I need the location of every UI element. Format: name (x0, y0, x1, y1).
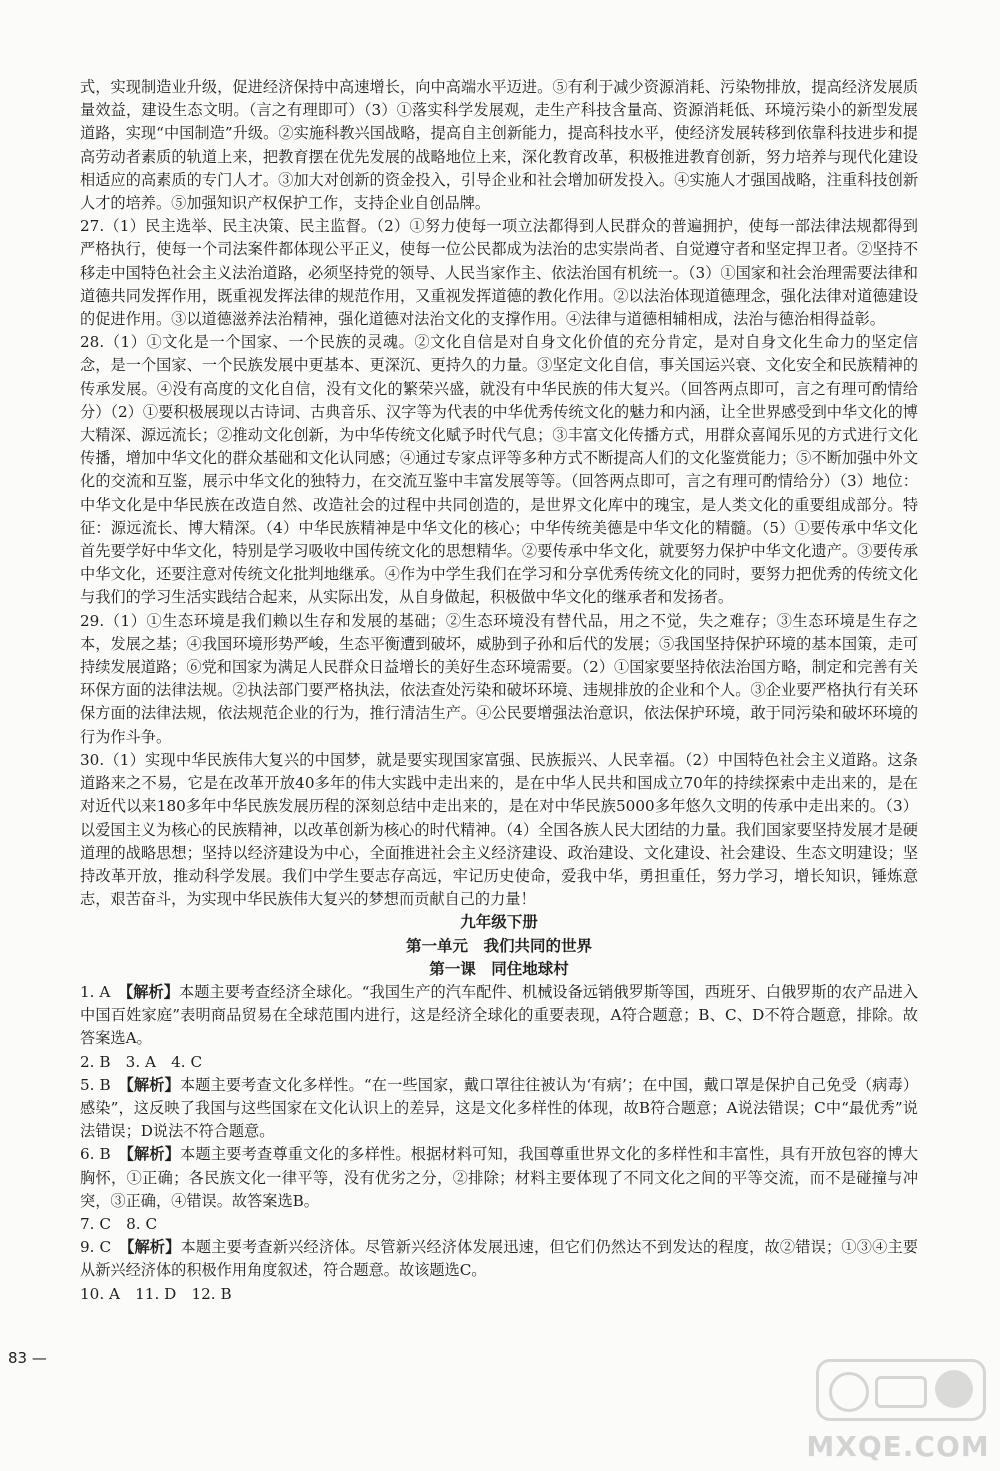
analysis-tag: 【解析】 (126, 1145, 181, 1164)
answer-paragraph (80, 1143, 918, 1213)
section-heading (80, 958, 918, 981)
paragraph-text: 30.（1）实现中华民族伟大复兴的中国梦，就是要实现国家富强、民族振兴、人民幸福。（2）中国特色社会主义道路。这条道路来之不易，它是在改革开放40多年的伟大实践中走出来的，是在中华人民共和国成立70年的持续探索中走出来的，是在对近代以来180多年中华民族发展历程的深刻总结中走出来的，是在对中华民族5000多年悠久文明的传承中走出来的。（3）以爱国主义为核心的民族精神，以改革创新为核心的时代精神。（4）全国各族人民大团结的力量。我们国家要坚持发展才是硬道理的战略思想；坚持以经济建设为中心，全面推进社会主义经济建设、政治建设、文化建设、社会建设、生态文明建设；坚持改革开放，推动科学发展。我们中学生要志存高远，牢记历史使命，爱我中华，勇担重任，努力学习，增长知识，锤炼意志，艰苦奋斗，为实现中华民族伟大复兴的梦想而贡献自己的力量！ (80, 750, 918, 909)
analysis-tag: 【解析】 (126, 1075, 180, 1094)
answer-paragraph (80, 1283, 918, 1306)
paragraph-text: 10. A 11. D 12. B (80, 1284, 232, 1303)
answer-paragraph (80, 1236, 918, 1282)
heading-text: 九年级下册 (460, 913, 538, 932)
section-heading (80, 911, 918, 934)
paragraph-text: 7. C 8. C (80, 1214, 158, 1233)
paragraph-text: 本题主要考查尊重文化的多样性。根据材料可知，我国尊重世界文化的多样性和丰富性，具有开放包容的博大胸怀，①正确；各民族文化一律平等，没有优劣之分，②排除；材料主要体现了不同文化之间的平等交流，而不是碰撞与冲突，③正确，④错误。故答案选B。 (80, 1145, 919, 1210)
answer-number: 9. C (80, 1238, 112, 1257)
paragraph-text: 本题主要考查经济全球化。“我国生产的汽车配件、机械设备远销俄罗斯等国，西班牙、白俄罗斯的农产品进入中国百姓家庭”表明商品贸易在全球范围内进行，这是经济全球化的重要表现，A符合题意；B、C、D不符合题意，排除。故答案选A。 (80, 982, 919, 1048)
answer-number: 1. A (80, 982, 111, 1001)
paragraph-text: 28.（1）①文化是一个国家、一个民族的灵魂。②文化自信是对自身文化价值的充分肯定，是对自身文化生命力的坚定信念，是一个国家、一个民族发展中更基本、更深沉、更持久的力量。③坚定文化自信，事关国运兴衰、文化安全和民族精神的传承发展。④没有高度的文化自信，没有文化的繁荣兴盛，就没有中华民族的伟大复兴。（回答两点即可，言之有理可酌情给分）（2）①要积极展现以古诗词、古典音乐、汉字等为代表的中华优秀传统文化的魅力和内涵，让全世界感受到中华文化的博大精深、源远流长；②推动文化创新，为中华传统文化赋予时代气息；③丰富文化传播方式，用群众喜闻乐见的方式进行文化传播，增加中华文化的群众基础和文化认同感；④通过专家点评等多种方式不断提高人们的文化鉴赏能力；⑤不断加强中外文化的交流和互鉴，展示中华文化的独特力，在交流互鉴中丰富发展等等。（回答两点即可，言之有理可酌情给分）（3）地位：中华文化是中华民族在改造自然、改造社会的过程中共同创造的，是世界文化库中的瑰宝，是人类文化的重要组成部分。特征：源远流长、博大精深。（4）中华民族精神是中华文化的核心；中华传统美德是中华文化的精髓。（5）①要传承中华文化首先要学好中华文化，特别是学习吸收中国传统文化的思想精华。②要传承中华文化，就要努力保护中华文化遗产。③要传承中华文化，还要注意对传统文化批判地继承。④作为中学生我们在学习和分享优秀传统文化的同时，要努力把优秀的传统文化与我们的学习生活实践结合起来，从实际出发，从自身做起，积极做中华文化的继承者和发扬者。 (80, 333, 918, 607)
watermark-text: MXQE.COM (806, 1430, 990, 1463)
answer-number: 6. B (80, 1145, 111, 1164)
answer-paragraph (80, 331, 918, 609)
paragraph-text: 本题主要考查文化多样性。“在一些国家，戴口罩往往被认为‘有病’；在中国，戴口罩是保护自己免受（病毒）感染”，这反映了我国与这些国家在文化认识上的差异，这是文化多样性的体现，故B符合题意；A说法错误；C中“最优秀”说法错误；D说法不符合题意。 (80, 1075, 919, 1141)
answer-paragraph (80, 76, 918, 215)
paragraph-text: 式，实现制造业升级，促进经济保持中高速增长，向中高端水平迈进。⑤有利于减少资源消耗、污染物排放，提高经济发展质量效益，建设生态文明。（言之有理即可）（3）①落实科学发展观，走生产科技含量高、资源消耗低、环境污染小的新型发展道路，实现“中国制造”升级。②实施科教兴国战略，提高自主创新能力，提高科技水平，使经济发展转移到依靠科技进步和提高劳动者素质的轨道上来，把教育摆在优先发展的战略地位上来，深化教育改革，积极推进教育创新，努力培养与现代化建设相适应的高素质的专门人才。③加大对创新的资金投入，引导企业和社会增加研发投入。④实施人才强国战略，注重科技创新人才的培养。⑤加强知识产权保护工作，支持企业自创品牌。 (80, 78, 918, 213)
answer-paragraph (80, 610, 918, 749)
answer-paragraph (80, 215, 918, 331)
answer-paragraph (80, 1213, 918, 1236)
answer-number: 5. B (80, 1075, 111, 1094)
answer-paragraph (80, 981, 918, 1051)
watermark-logo (804, 1351, 992, 1463)
analysis-tag: 【解析】 (125, 982, 179, 1001)
answer-paragraph (80, 749, 918, 911)
heading-text: 第一单元 我们共同的世界 (405, 936, 592, 955)
paragraph-text: 27.（1）民主选举、民主决策、民主监督。（2）①努力使每一项立法都得到人民群众的普遍拥护，使每一部法律法规都得到严格执行，使每一个司法案件都体现公平正义，使每一位公民都成为法治的忠实崇尚者、自觉遵守者和坚定捍卫者。②坚持不移走中国特色社会主义法治道路，必须坚持党的领导、人民当家作主、依法治国有机统一。（3）①国家和社会治理需要法律和道德共同发挥作用，既重视发挥法律的规范作用，又重视发挥道德的教化作用。②以法治体现道德理念，强化法律对道德建设的促进作用。③以道德滋养法治精神，强化道德对法治文化的支撑作用。④法律与道德相辅相成，法治与德治相得益彰。 (80, 217, 918, 329)
paragraph-text: 29.（1）①生态环境是我们赖以生存和发展的基础；②生态环境没有替代品，用之不觉，失之难存；③生态环境是生存之本，发展之基；④我国环境形势严峻，生态平衡遭到破坏，威胁到子孙和后代的发展；⑤我国坚持保护环境的基本国策，走可持续发展道路；⑥党和国家为满足人民群众日益增长的美好生态环境需要。（2）①国家要坚持依法治国方略，制定和完善有关环保方面的法律法规。②执法部门要严格执法，依法查处污染和破坏环境、违规排放的企业和个人。③企业要严格执行有关环保方面的法律法规，依法规范企业的行为，推行清洁生产。④公民要增强法治意识，依法保护环境，敢于同污染和破坏环境的行为作斗争。 (80, 611, 918, 746)
page-number: 83 — (8, 1349, 47, 1367)
paragraph-text: 2. B 3. A 4. C (80, 1052, 203, 1071)
answer-logo-icon (816, 1359, 986, 1421)
analysis-tag: 【解析】 (126, 1238, 181, 1257)
heading-text: 第一课 同住地球村 (429, 959, 569, 978)
paragraph-text: 本题主要考查新兴经济体。尽管新兴经济体发展迅速，但它们仍然达不到发达的程度，故②错误；①③④主要从新兴经济体的积极作用角度叙述，符合题意。故该题选C。 (80, 1238, 918, 1280)
answer-paragraph (80, 1074, 918, 1144)
answer-content (80, 76, 918, 1306)
answer-paragraph (80, 1051, 918, 1074)
section-heading (80, 935, 918, 958)
